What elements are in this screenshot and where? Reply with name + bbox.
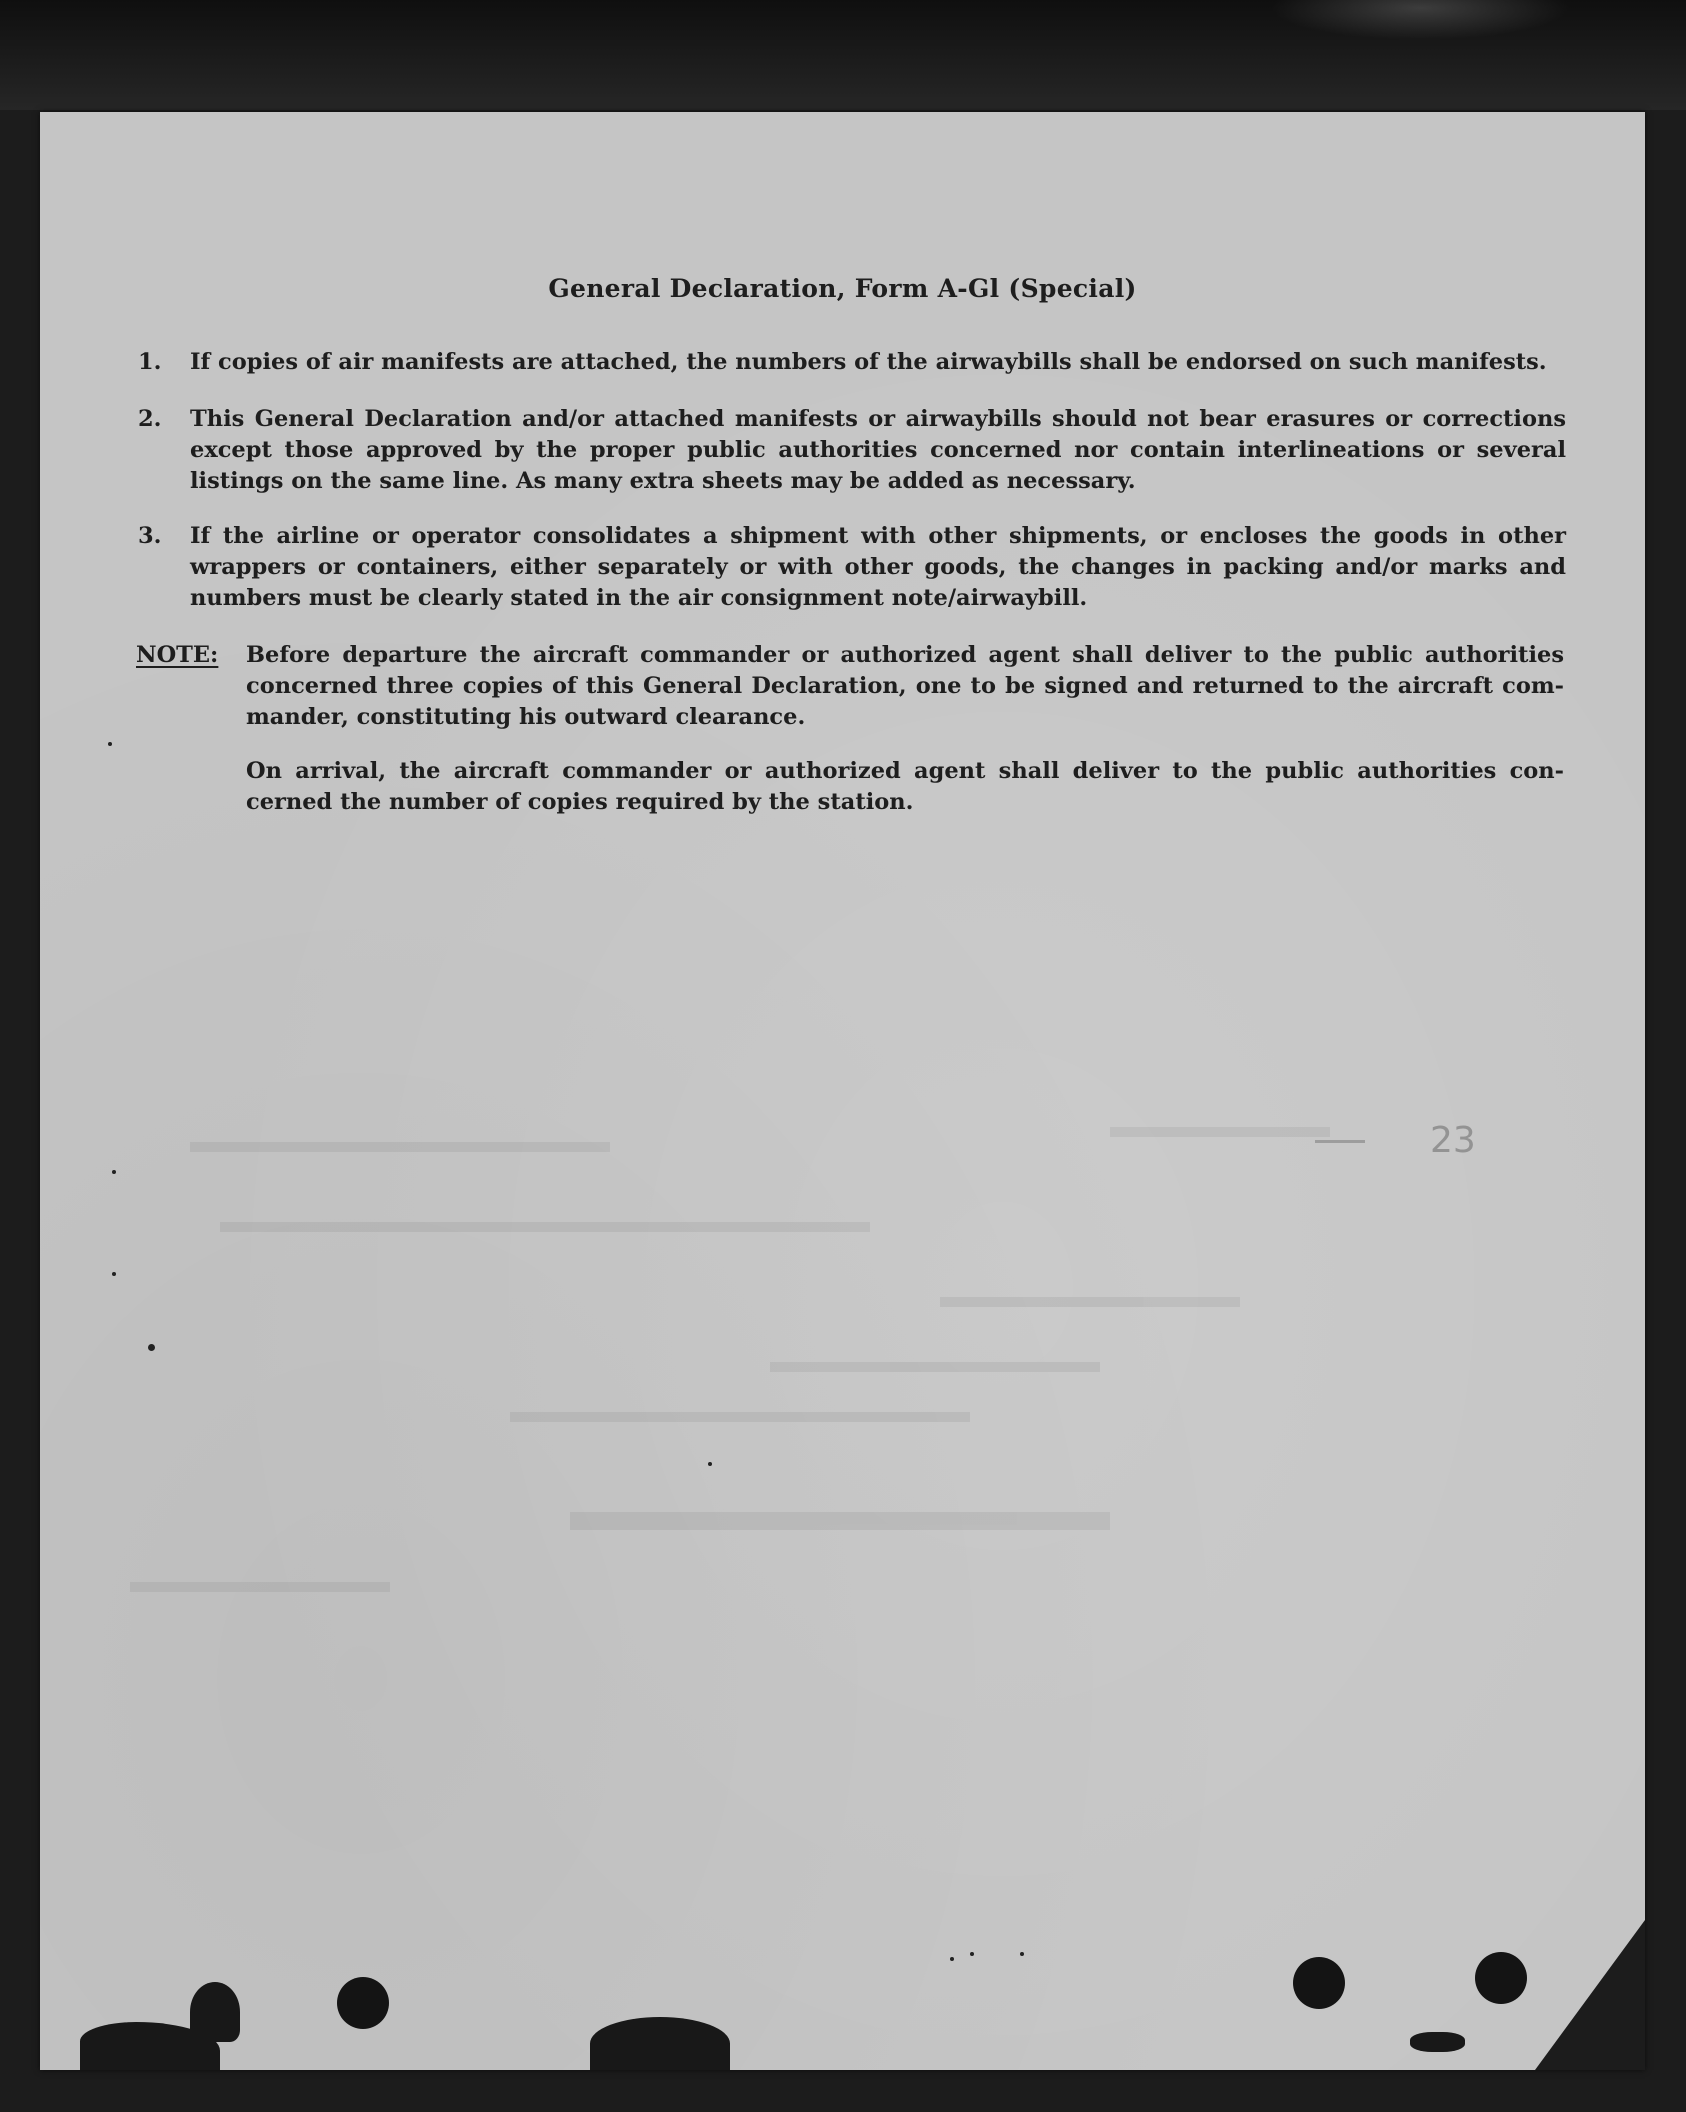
- speck: [112, 1170, 116, 1174]
- item-line: If the airline or operator consolidates a shipment with other shipments, or encloses the goods in other: [190, 523, 1566, 549]
- torn-corner: [1535, 1920, 1645, 2070]
- item-line: If copies of air manifests are attached, the numbers of the airwaybills shall be endorsed on such manifests.: [190, 349, 1547, 375]
- note-line: mander, constituting his outward clearance.: [246, 704, 806, 730]
- instruction-item-2: [138, 404, 1568, 497]
- item-number: 1.: [138, 349, 162, 375]
- punch-hole: [1293, 1957, 1345, 2009]
- item-text: [190, 347, 1566, 378]
- punch-hole: [1475, 1952, 1527, 2004]
- note-paragraph-2: [246, 756, 1564, 818]
- speck: [1020, 1952, 1024, 1956]
- instruction-item-1: [138, 347, 1568, 378]
- edge-damage: [590, 2017, 730, 2070]
- item-number: 2.: [138, 406, 162, 432]
- scan-stain: [1270, 0, 1570, 40]
- document-page: [40, 112, 1645, 2070]
- note-line: concerned three copies of this General Declaration, one to be signed and returned to the aircraft com-: [246, 673, 1564, 699]
- instruction-item-3: [138, 521, 1568, 614]
- speck: [950, 1957, 954, 1961]
- show-through-bleed: [130, 1112, 1530, 1632]
- speck: [970, 1952, 974, 1956]
- item-text: [190, 404, 1566, 497]
- edge-damage: [190, 1982, 240, 2042]
- note-line: On arrival, the aircraft commander or authorized agent shall deliver to the public authorities con-: [246, 758, 1564, 784]
- speck: [708, 1462, 712, 1466]
- document-title: General Declaration, Form A-Gl (Special): [548, 274, 1137, 303]
- note-label: NOTE:: [136, 642, 219, 668]
- edge-damage: [1410, 2032, 1465, 2052]
- note-line: Before departure the aircraft commander or authorized agent shall deliver to the public authorities: [246, 642, 1564, 668]
- item-number: 3.: [138, 523, 162, 549]
- item-text: [190, 521, 1566, 614]
- note-block-arrival: [136, 756, 1568, 818]
- note-paragraph-1: [246, 640, 1564, 733]
- page-mark-dash: [1315, 1140, 1365, 1143]
- speck: [108, 742, 112, 746]
- speck: [112, 1272, 116, 1276]
- scan-background-top: [0, 0, 1686, 110]
- item-line: This General Declaration and/or attached manifests or airwaybills should not bear erasures or corrections: [190, 406, 1566, 432]
- item-line: listings on the same line. As many extra sheets may be added as necessary.: [190, 468, 1136, 494]
- page-number-mark: 23: [1430, 1120, 1476, 1161]
- note-block: [136, 640, 1568, 733]
- punch-hole: [337, 1977, 389, 2029]
- note-line: cerned the number of copies required by the station.: [246, 789, 914, 815]
- item-line: except those approved by the proper public authorities concerned nor contain interlineations or several: [190, 437, 1566, 463]
- speck: [148, 1344, 155, 1351]
- item-line: numbers must be clearly stated in the air consignment note/airwaybill.: [190, 585, 1088, 611]
- item-line: wrappers or containers, either separately or with other goods, the changes in packing and/or marks and: [190, 554, 1566, 580]
